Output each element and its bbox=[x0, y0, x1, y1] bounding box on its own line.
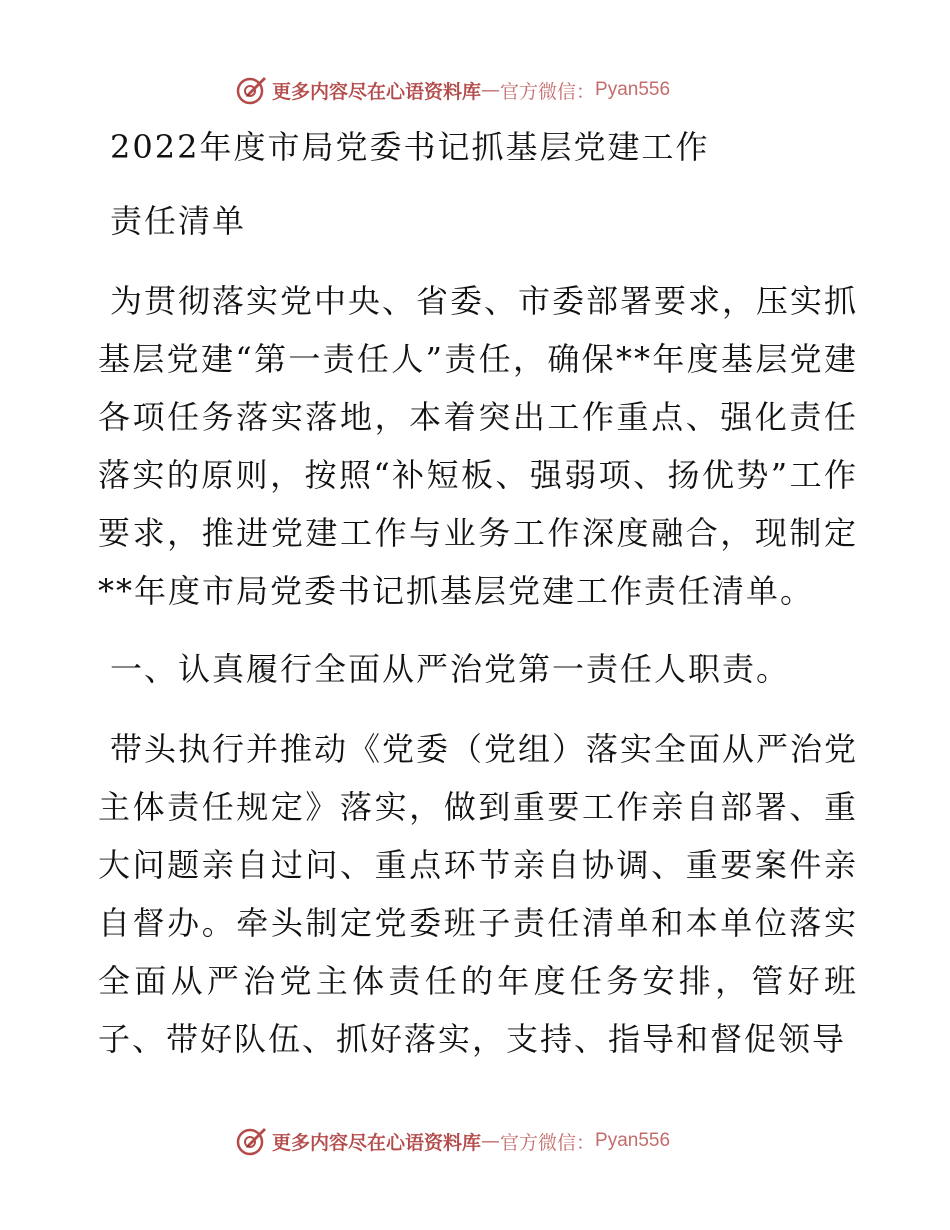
watermark-wechat-id: Pyan556 bbox=[595, 79, 671, 100]
watermark-separator: — bbox=[481, 79, 501, 101]
document-body bbox=[98, 118, 858, 1068]
watermark-footer bbox=[236, 1125, 756, 1157]
section-1-heading: 一、认真履行全面从严治党第一责任人职责。 bbox=[110, 650, 791, 688]
section-1-paragraph: 带头执行并推动《党委（党组）落实全面从严治党主体责任规定》落实，做到重要工作亲自部署、重大问题亲自过问、重点环节亲自协调、重要案件亲自督办。牵头制定党委班子责任清单和本单位落实全面从严治党主体责任的年度任务安排，管好班子、带好队伍、抓好落实，支持、指导和督促领导 bbox=[98, 730, 859, 1058]
watermark-wechat-id: Pyan556 bbox=[595, 1130, 671, 1151]
watermark-header bbox=[236, 74, 756, 106]
document-subtitle: 责任清单 bbox=[110, 202, 247, 240]
document-title: 2022年度市局党委书记抓基层党建工作 bbox=[110, 128, 710, 166]
pen-logo-icon bbox=[236, 1125, 268, 1157]
watermark-separator: — bbox=[481, 1130, 501, 1152]
intro-paragraph: 为贯彻落实党中央、省委、市委部署要求，压实抓基层党建“第一责任人”责任，确保**年度基层党建各项任务落实落地，本着突出工作重点、强化责任落实的原则，按照“补短板、强弱项、扬优势”工作要求，推进党建工作与业务工作深度融合，现制定**年度市局党委书记抓基层党建工作责任清单。 bbox=[98, 282, 859, 610]
watermark-wechat-label: 官方微信： bbox=[500, 80, 596, 103]
watermark-wechat-label: 官方微信： bbox=[500, 1131, 596, 1154]
watermark-brand-text: 更多内容尽在心语资料库 bbox=[272, 1131, 482, 1154]
watermark-brand-text: 更多内容尽在心语资料库 bbox=[272, 80, 482, 103]
pen-logo-icon bbox=[236, 74, 268, 106]
